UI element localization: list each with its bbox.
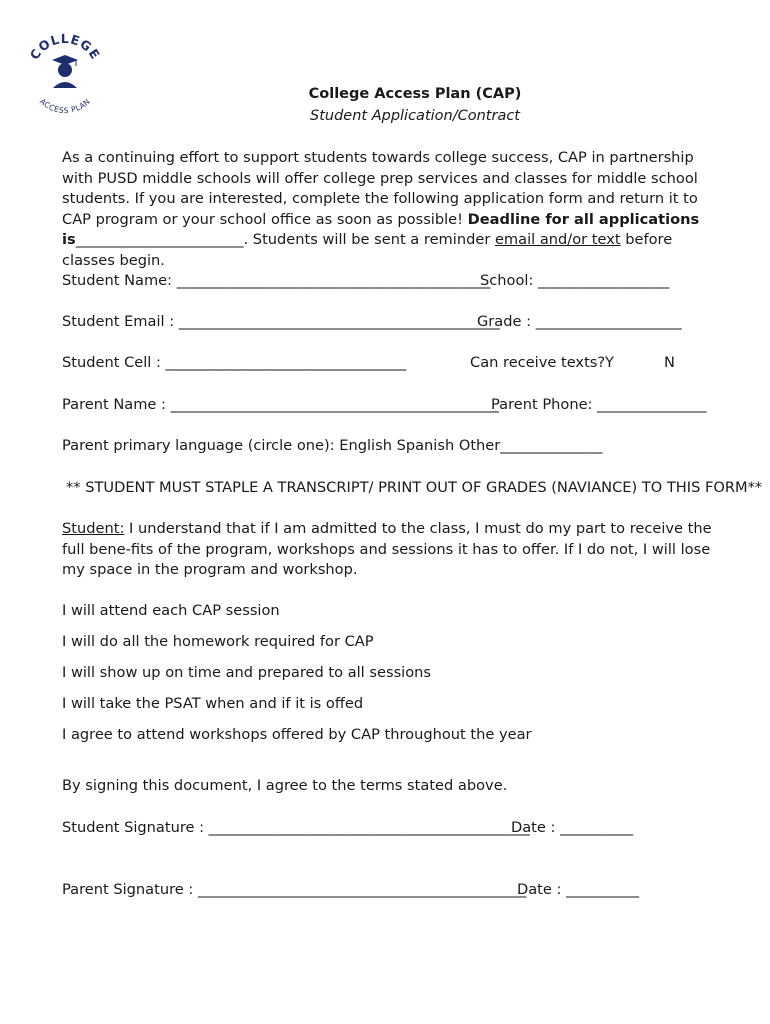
student-signature-field[interactable]: Student Signature : ____________________________________________ (62, 819, 530, 836)
document-subtitle: Student Application/Contract (310, 108, 520, 124)
student-date-field[interactable]: Date : __________ (511, 819, 634, 836)
pledge-item: I will do all the homework required for CAP (62, 633, 374, 650)
student-cell-field[interactable]: Student Cell : _________________________________ (62, 354, 407, 371)
pledge-item: I will attend each CAP session (62, 602, 280, 619)
parent-date-field[interactable]: Date : __________ (517, 881, 640, 898)
texts-label: Can receive texts? (470, 354, 606, 371)
texts-no-option[interactable]: N (664, 354, 675, 371)
parent-signature-field[interactable]: Parent Signature : _____________________________________________ (62, 881, 527, 898)
after-deadline-text: . Students will be sent a reminder (243, 231, 495, 249)
intro-ending: before classes begin. (62, 231, 673, 269)
logo-top-text: COLLEGE (26, 30, 104, 63)
parent-name-field[interactable]: Parent Name : _____________________________________________ (62, 396, 499, 413)
student-name-field[interactable]: Student Name: ___________________________________________ (62, 272, 491, 289)
document-title: College Access Plan (CAP) (308, 86, 522, 102)
graduate-icon (52, 55, 78, 88)
agreement-paragraph (62, 519, 722, 581)
parent-language-field[interactable]: Parent primary language (circle one): English Spanish Other______________ (62, 437, 603, 454)
intro-text: As a continuing effort to support students towards college success, CAP in partnership with PUSD middle schools will offer college prep services and classes for middle school students. If you are interested, complete the following application form and return it to CAP program or your school office as soon as possible! (62, 149, 698, 228)
parent-phone-field[interactable]: Parent Phone: _______________ (491, 396, 707, 413)
school-field[interactable]: School: __________________ (480, 272, 670, 289)
signing-statement: By signing this document, I agree to the terms stated above. (62, 777, 508, 794)
student-email-field[interactable]: Student Email : ____________________________________________ (62, 313, 500, 330)
agreement-text: I understand that if I am admitted to the class, I must do my part to receive the full bene-fits of the program, workshops and sessions it has to offer. If I do not, I will lose my space in the program and workshop. (62, 520, 712, 579)
grade-field[interactable]: Grade : ____________________ (477, 313, 682, 330)
pledge-item: I will show up on time and prepared to all sessions (62, 664, 432, 681)
logo-bottom-text: ACCESS PLAN (37, 96, 93, 114)
reminder-method: email and/or text (494, 231, 621, 249)
intro-paragraph (62, 148, 722, 272)
agreement-label: Student: (62, 520, 125, 537)
texts-yes-option[interactable]: Y (605, 354, 614, 371)
deadline-label: Deadline for all applications is (62, 210, 700, 249)
pledge-item: I agree to attend workshops offered by CAP throughout the year (62, 726, 532, 743)
transcript-notice: ** STUDENT MUST STAPLE A TRANSCRIPT/ PRINT OUT OF GRADES (NAVIANCE) TO THIS FORM** (66, 479, 763, 496)
deadline-blank[interactable]: _______________________ (75, 231, 244, 249)
pledge-item: I will take the PSAT when and if it is offed (62, 695, 364, 712)
